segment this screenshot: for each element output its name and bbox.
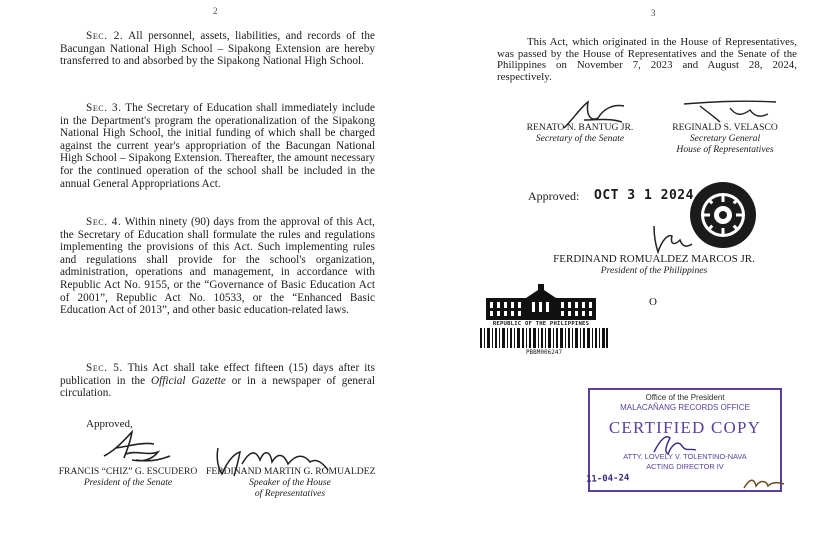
approved-label-right: Approved: xyxy=(528,189,580,203)
section-4-label: Sec. 4. xyxy=(86,216,122,228)
section-3-label: Sec. 3. xyxy=(86,102,122,114)
section-5-text-after: or in a newspaper of general circulation. xyxy=(60,374,376,400)
approved-date: OCT 3 1 2024 xyxy=(594,188,694,203)
senate-president-name: FRANCIS “CHIZ” G. ESCUDERO xyxy=(58,466,198,477)
section-4-text: Within ninety (90) days from the approval of this Act, the Secretary of Education shall formulate the rules and regulations implementing the provisions of this Act. Such implementing rules and regulations shall provide for the school's organization, administration, operations and management, in accordance with Republic Act No. 9155, or the “Governance of Basic Education Act of 2001”, Republic Act No. 10533, or the “Enhanced Basic Education Act of 2013”, and other basic education-related laws. xyxy=(60,216,375,317)
section-5 xyxy=(60,362,375,400)
stamp-officer: ATTY. LOVELY V. TOLENTINO-NAVA xyxy=(623,452,747,461)
section-3 xyxy=(60,102,375,190)
section-4 xyxy=(60,216,375,317)
presidential-seal-icon xyxy=(688,180,758,250)
house-secretary-title-line2: House of Representatives xyxy=(676,144,774,155)
section-5-text-before: This Act shall take effect fifteen (15) days after its publication in the xyxy=(60,362,375,387)
section-2 xyxy=(60,30,375,68)
section-2-label: Sec. 2. xyxy=(86,30,124,42)
stamp-office: Office of the President xyxy=(645,393,725,402)
senate-president-block xyxy=(48,466,208,488)
senate-secretary-block xyxy=(510,122,650,144)
section-2-text: All personnel, assets, liabilities, and records of the Bacungan National High School – Sipakong Extension are hereby transferred to and absorbed by the Sipakong National High School. xyxy=(60,30,375,68)
stamp-signature xyxy=(650,430,700,460)
senate-president-title: President of the Senate xyxy=(83,477,173,488)
senate-secretary-name: RENATO N. BANTUG JR. xyxy=(526,122,634,133)
speaker-name: FERDINAND MARTIN G. ROMUALDEZ xyxy=(206,466,376,477)
republic-caption: REPUBLIC OF THE PHILIPPINES xyxy=(492,321,590,327)
speaker-block xyxy=(206,466,374,499)
president-title: President of the Philippines xyxy=(600,265,708,276)
president-signature xyxy=(648,222,694,256)
origin-paragraph: This Act, which originated in the House of Representatives, was passed by the House of Representatives and the Senate of the Philippines on November 7, 2023 and August 28, 2024, respectively. xyxy=(497,36,797,83)
stamp-headline: CERTIFIED COPY xyxy=(608,418,762,437)
president-name: FERDINAND ROMUALDEZ MARCOS JR. xyxy=(553,253,755,265)
senate-secretary-title: Secretary of the Senate xyxy=(535,133,625,144)
page-number-left: 2 xyxy=(213,6,218,16)
section-3-text: The Secretary of Education shall immediately include in the Department's program the operationalization of the Sipakong National High School, the initial funding of which shall be charged against the current year's appropriation of the Bacungan National High School – Sipakong Extension. Thereafter, the amount necessary for the continued operation of the school shall be included in the annual General Appropriations Act. xyxy=(60,102,375,190)
stamp-position: ACTING DIRECTOR IV xyxy=(646,462,724,471)
speaker-title-line2: of Representatives xyxy=(254,488,326,499)
house-secretary-name: REGINALD S. VELASCO xyxy=(672,122,778,133)
section-5-label: Sec. 5. xyxy=(86,362,123,374)
barcode xyxy=(480,328,608,348)
stamp-initials xyxy=(740,474,788,494)
speaker-title-line1: Speaker of the House xyxy=(249,477,331,488)
official-gazette: Official Gazette xyxy=(150,374,226,387)
malacanang-building-icon xyxy=(486,284,596,320)
house-secretary-title-line1: Secretary General xyxy=(689,133,761,144)
barcode-number: PBBM006247 xyxy=(525,349,563,356)
stamp-handwritten-date: 11-04-24 xyxy=(585,473,630,485)
senate-president-signature xyxy=(96,426,176,470)
house-secretary-block xyxy=(660,122,790,155)
approved-label-left: Approved, xyxy=(86,418,133,430)
page-mark: O xyxy=(649,296,657,308)
stamp-records-office: MALACAÑANG RECORDS OFFICE xyxy=(620,403,750,412)
page-number-right: 3 xyxy=(651,8,656,18)
president-block xyxy=(523,253,785,276)
